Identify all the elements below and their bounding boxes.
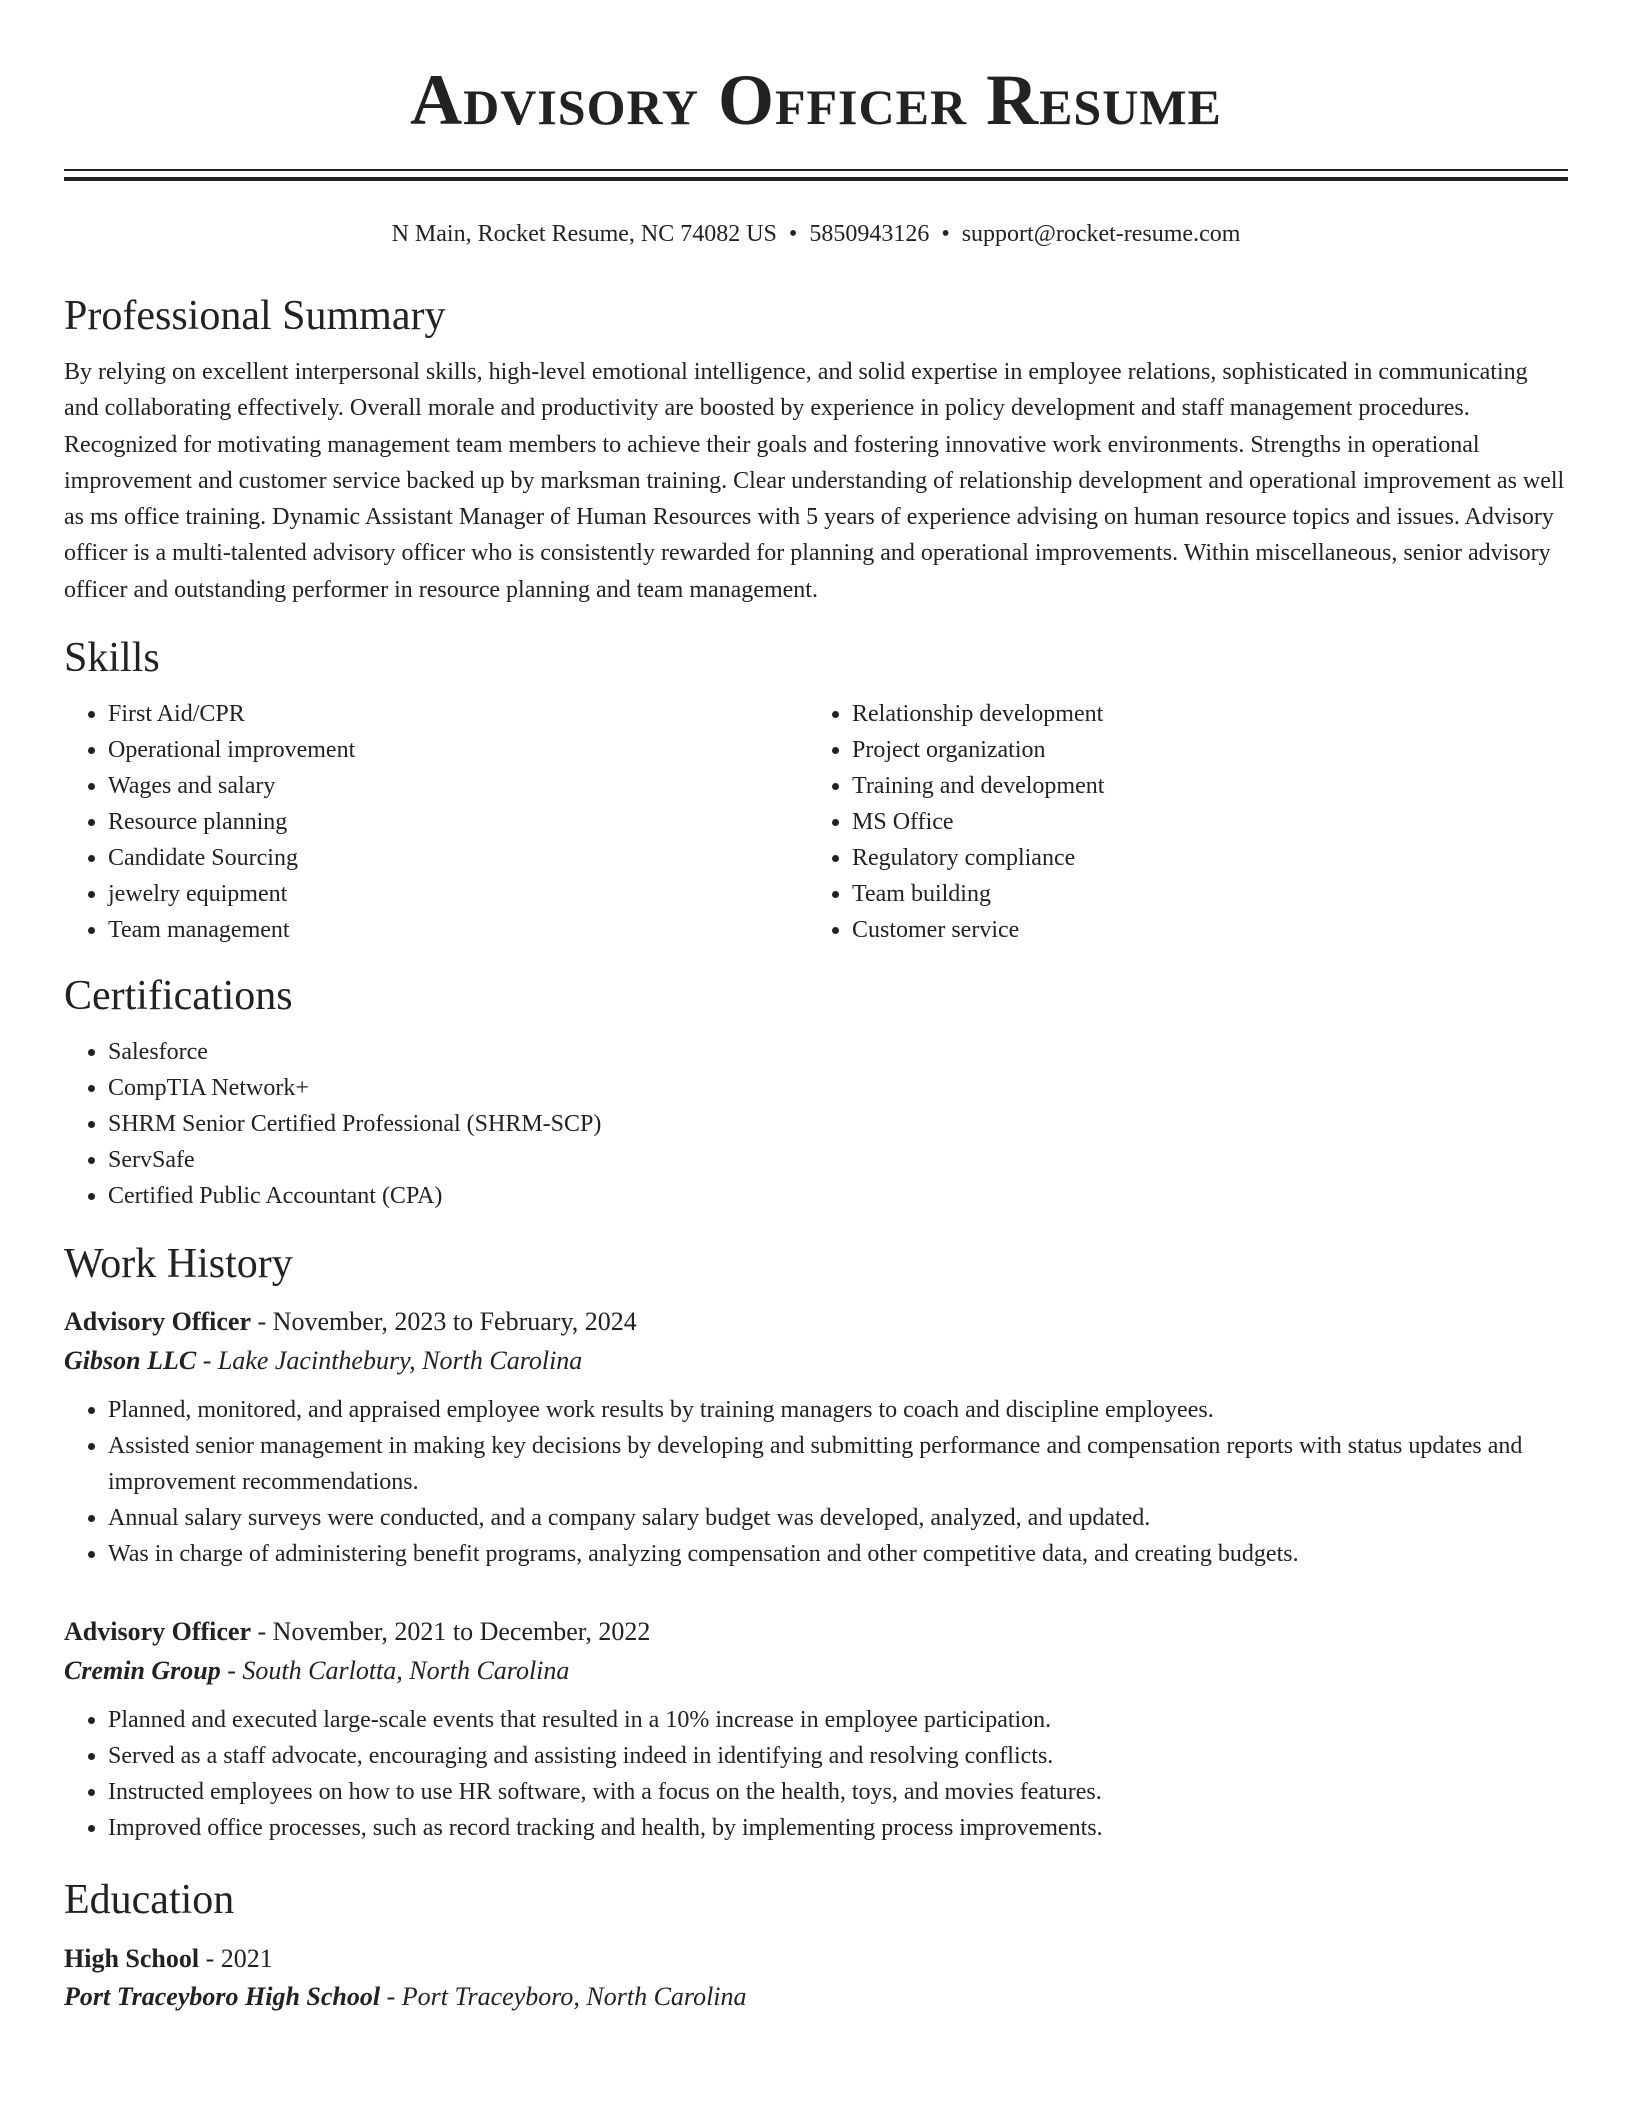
title-divider	[64, 169, 1568, 171]
job-bullet: • Planned and executed large-scale events that resulted in a 10% increase in employee participation.	[108, 1702, 1568, 1738]
education-year: - 2021	[199, 1944, 273, 1974]
job-entry	[64, 1612, 1568, 1846]
skill-item: • Regulatory compliance	[852, 840, 1552, 876]
summary-text: By relying on excellent interpersonal skills, high-level emotional intelligence, and solid expertise in employee relations, sophisticated in communicating and collaborating effectively. Overall morale and productivity are boosted by experience in policy development and staff management procedures. Recognized for motivating management team members to achieve their goals and fostering innovative work environments. Strengths in operational improvement and customer service backed up by marksman training. Clear understanding of relationship development and operational improvement as well as ms office training. Dynamic Assistant Manager of Human Resources with 5 years of experience advising on human resource topics and issues. Advisory officer is a multi-talented advisory officer who is consistently rewarded for planning and operational improvements. Within miscellaneous, senior advisory officer and outstanding performer in resource planning and team management.	[64, 359, 1565, 603]
skills-section	[64, 634, 1568, 948]
skill-item: • Project organization	[852, 732, 1552, 768]
job-company-line	[64, 1342, 1568, 1380]
job-bullet: • Was in charge of administering benefit programs, analyzing compensation and other competitive data, and creating budgets.	[108, 1536, 1568, 1572]
education-degree-line	[64, 1940, 1568, 1978]
job-title: Advisory Officer	[64, 1307, 252, 1337]
job-company-line	[64, 1652, 1568, 1690]
certification-item: • SHRM Senior Certified Professional (SHRM-SCP)	[108, 1106, 1568, 1142]
job-bullet: • Planned, monitored, and appraised employee work results by training managers to coach and discipline employees.	[108, 1392, 1568, 1428]
job-bullet: • Instructed employees on how to use HR software, with a focus on the health, toys, and movies features.	[108, 1774, 1568, 1810]
skills-column-right	[808, 696, 1552, 948]
job-dates: - November, 2021 to December, 2022	[251, 1617, 651, 1647]
skill-item: • Team building	[852, 876, 1552, 912]
section-heading: Professional Summary	[64, 293, 446, 339]
skill-item: • jewelry equipment	[108, 876, 808, 912]
skill-item: • Customer service	[852, 912, 1552, 948]
contact-email: support@rocket-resume.com	[961, 221, 1241, 247]
summary-section	[64, 292, 1568, 608]
section-heading: Certifications	[64, 973, 293, 1020]
skill-item: • Operational improvement	[108, 732, 808, 768]
certification-item: • Certified Public Accountant (CPA)	[108, 1178, 1568, 1214]
job-title: Advisory Officer	[64, 1617, 252, 1647]
section-heading: Skills	[64, 635, 160, 682]
job-bullet: • Assisted senior management in making key decisions by developing and submitting performance and compensation reports with status updates and improvement recommendations.	[108, 1428, 1568, 1500]
education-location: - Port Traceyboro, North Carolina	[380, 1982, 747, 2012]
education-entry	[64, 1940, 1568, 2016]
skill-item: • Resource planning	[108, 804, 808, 840]
certification-item: • Salesforce	[108, 1034, 1568, 1070]
job-role-line	[64, 1302, 1568, 1342]
job-dates: - November, 2023 to February, 2024	[251, 1307, 637, 1337]
job-bullet: • Served as a staff advocate, encouraging and assisting indeed in identifying and resolving conflicts.	[108, 1738, 1568, 1774]
education-section	[64, 1876, 1568, 2016]
job-location: - South Carlotta, North Carolina	[220, 1656, 570, 1686]
contact-line	[64, 219, 1568, 249]
job-role-line	[64, 1612, 1568, 1652]
job-entry	[64, 1302, 1568, 1572]
skill-item: • Team management	[108, 912, 808, 948]
certification-item: • CompTIA Network+	[108, 1070, 1568, 1106]
certifications-section	[64, 972, 1568, 1214]
work-history-section	[64, 1240, 1568, 1846]
job-company: Gibson LLC	[64, 1346, 197, 1376]
education-degree: High School	[64, 1944, 200, 1974]
certification-item: • ServSafe	[108, 1142, 1568, 1178]
skills-column-left	[64, 696, 808, 948]
skill-item: • Relationship development	[852, 696, 1552, 732]
contact-separator: •	[788, 221, 798, 247]
page-title: Advisory Officer Resume	[410, 60, 1222, 140]
title-divider-thick	[64, 177, 1568, 181]
skill-item: • First Aid/CPR	[108, 696, 808, 732]
skill-item: • Candidate Sourcing	[108, 840, 808, 876]
job-bullet: • Improved office processes, such as record tracking and health, by implementing process improvements.	[108, 1810, 1568, 1846]
skill-item: • Wages and salary	[108, 768, 808, 804]
job-bullet: • Annual salary surveys were conducted, and a company salary budget was developed, analyzed, and updated.	[108, 1500, 1568, 1536]
section-heading: Education	[64, 1877, 235, 1924]
contact-separator: •	[941, 221, 950, 247]
skill-item: • Training and development	[852, 768, 1552, 804]
job-location: - Lake Jacinthebury, North Carolina	[196, 1346, 583, 1376]
contact-address: N Main, Rocket Resume, NC 74082 US	[391, 221, 777, 247]
job-company: Cremin Group	[64, 1656, 221, 1686]
skill-item: • MS Office	[852, 804, 1552, 840]
section-heading: Work History	[64, 1241, 293, 1288]
education-school: Port Traceyboro High School	[64, 1982, 381, 2012]
contact-phone: 5850943126	[809, 221, 930, 247]
education-school-line	[64, 1978, 1568, 2016]
